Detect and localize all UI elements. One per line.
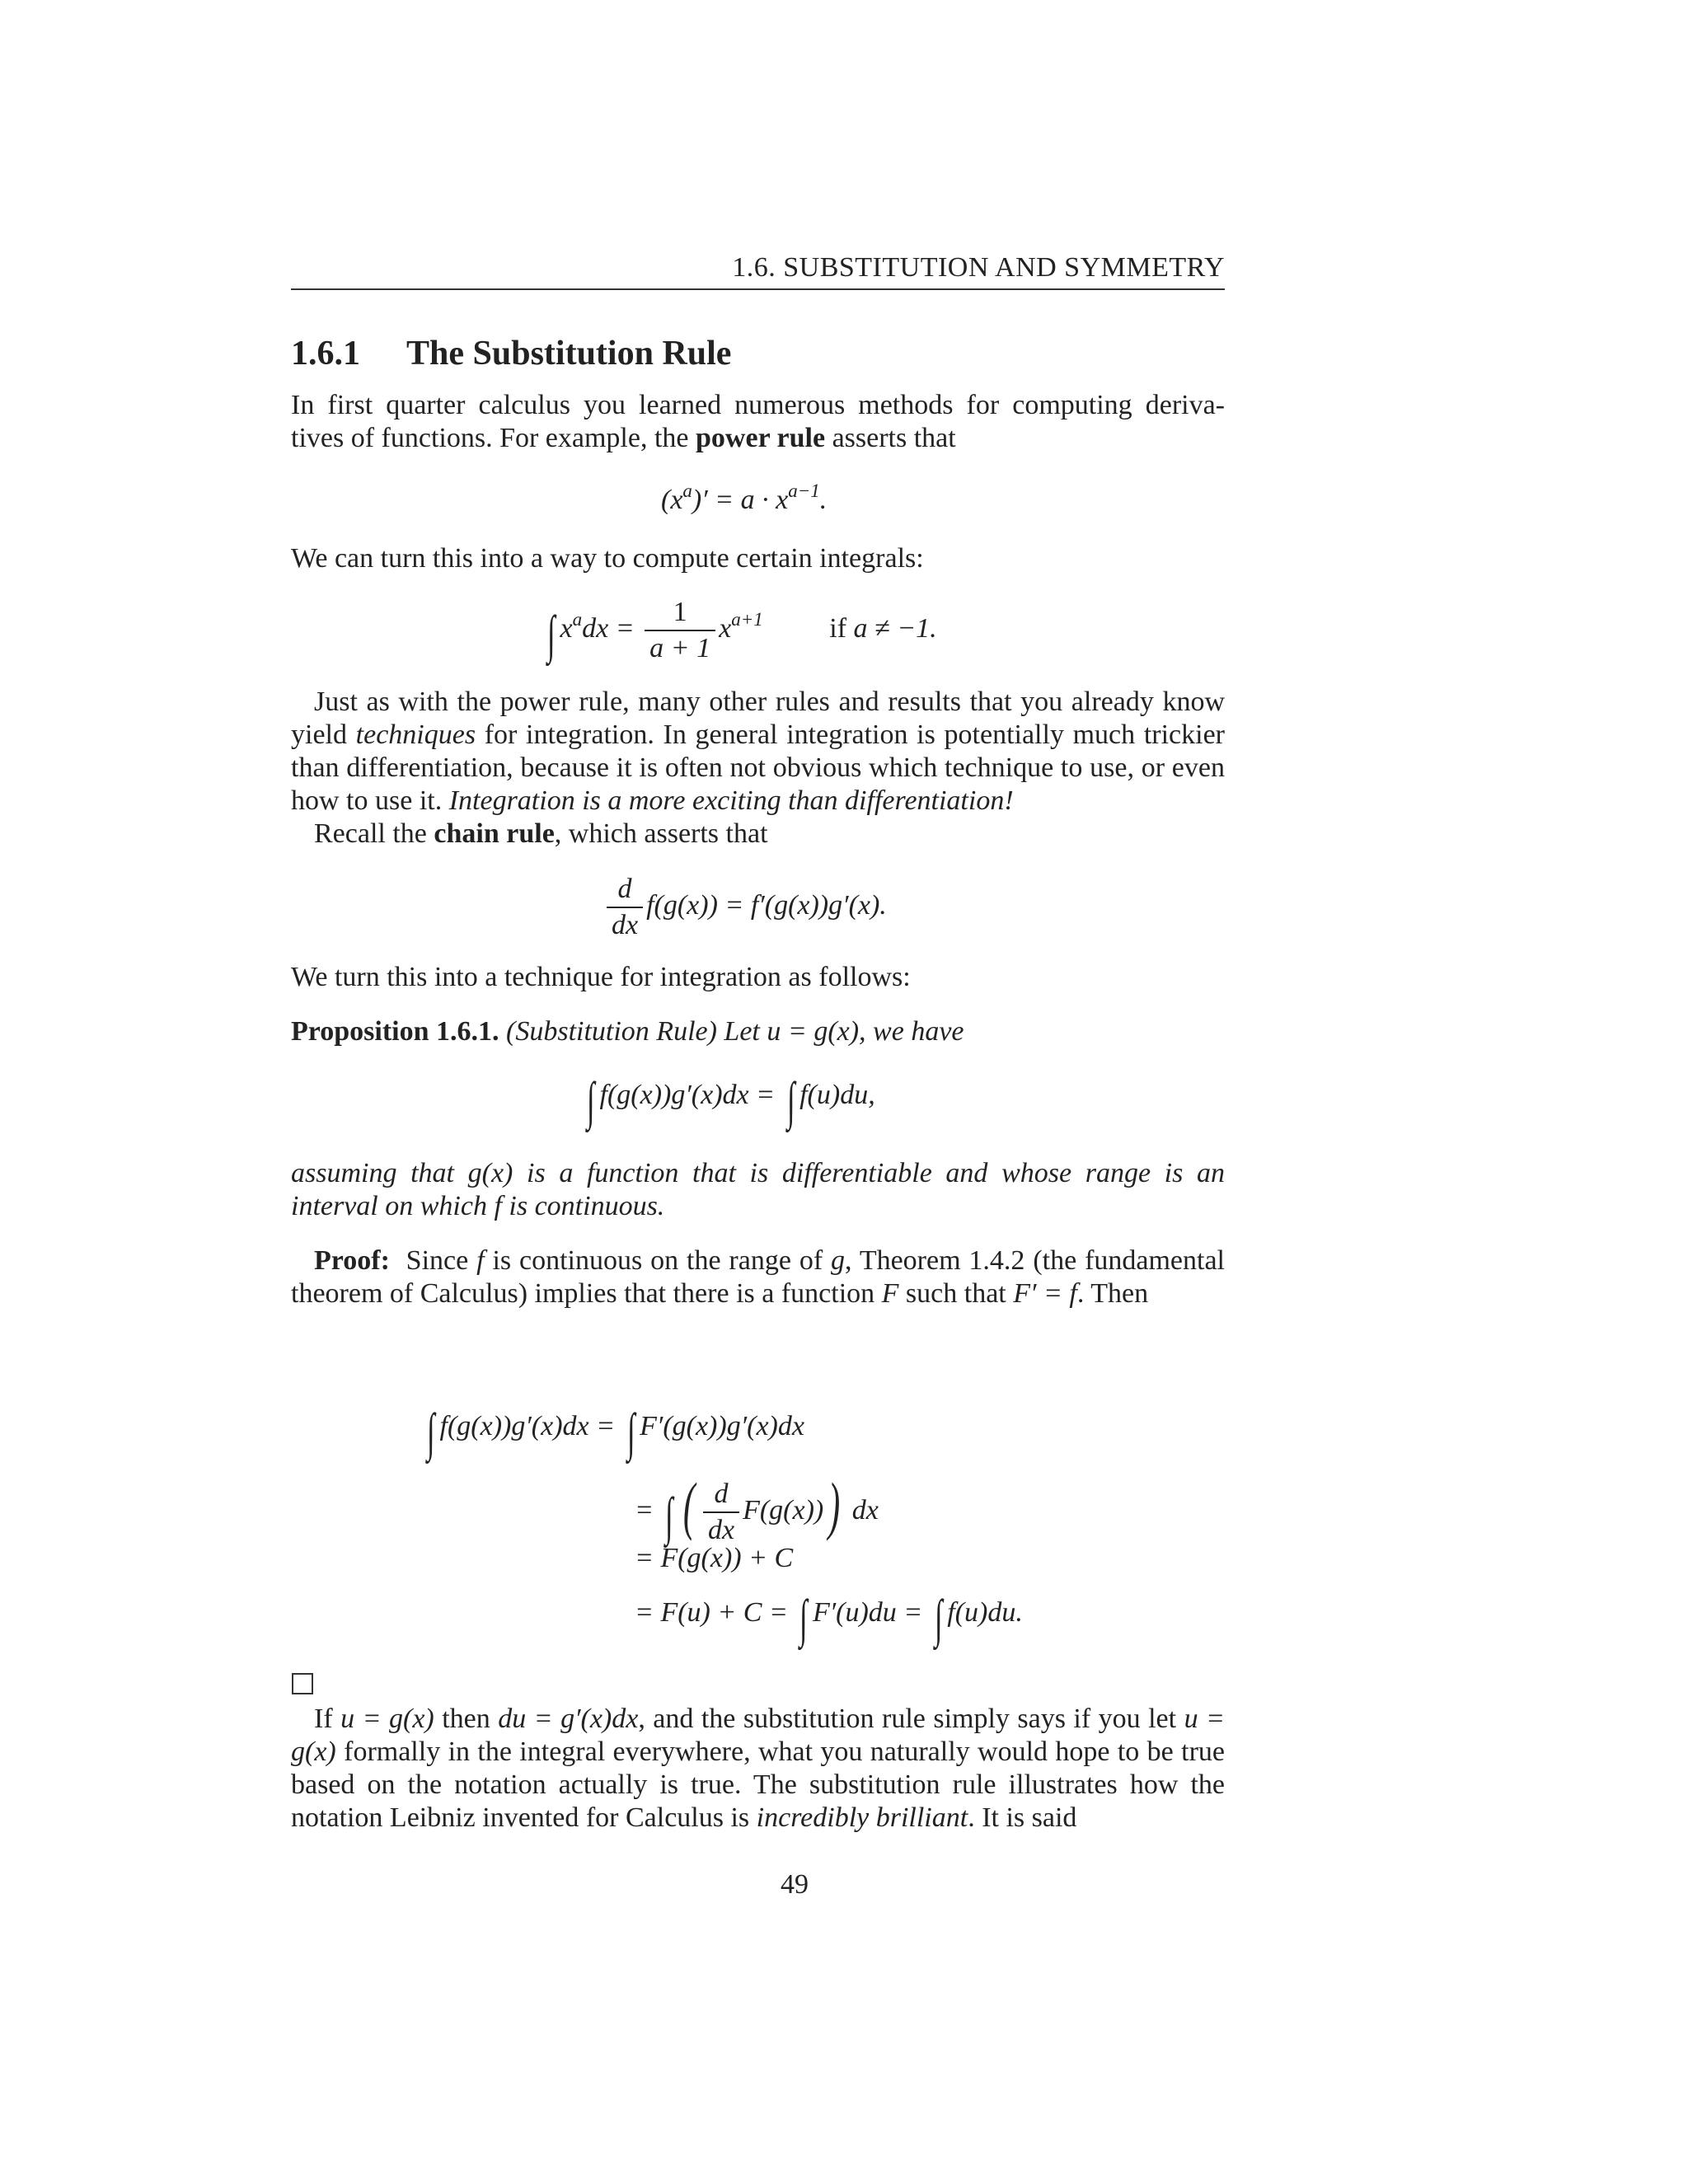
proof-row-3: = F(g(x)) + C (635, 1543, 794, 1573)
proof-paragraph: Proof: Since f is continuous on the range of g, Theorem 1.4.2 (the fundamental theorem of Calculus) implies that there is a function F such that F′ = f. Then (291, 1245, 1225, 1309)
equation-power-rule: $(x^a)' = a \cdot x^{a-1}$. (661, 480, 828, 515)
header-rule (291, 288, 1225, 290)
closing-paragraph: If u = g(x) then du = g′(x)dx, and the substitution rule simply says if you let u = g(x) formally in the integral everywhere, what you naturally would hope to be true based on the notation actually is true. The substitution rule illustrates how the notation Leibniz invented for Calculus is incredibly brilliant. It is said (291, 1704, 1225, 1833)
equation-substitution-rule: ∫ f(g(x))g′(x)dx = ∫ f(u)du, (586, 1071, 875, 1130)
fraction: $\frac{1}{a + 1}$ (645, 595, 715, 666)
qed-symbol (292, 1673, 313, 1694)
intro-text-end: asserts that (825, 423, 956, 453)
proposition-assumption: assuming that g(x) is a function that is differentiable and whose range is an interval on which f is continuous. (291, 1158, 1225, 1221)
section-number: 1.6.1 (291, 335, 360, 373)
equation-power-integral: ∫ $x^adx$ = $\frac{1}{a + 1}$ $x^{a+1}$ if a ≠ −1. (542, 595, 937, 666)
techniques-paragraph: Just as with the power rule, many other rules and results that you already know yield techniques for integration. In general integration is potentially much trickier than differentiation, because it is often not obvious which technique to use, or even how to use it. Integration is a more exciting than differentiation! (291, 687, 1225, 816)
technique-text: We turn this into a technique for integration as follows: (291, 962, 911, 992)
section-heading (291, 334, 731, 373)
page-number: 49 (781, 1869, 809, 1900)
running-header: 1.6. SUBSTITUTION AND SYMMETRY (732, 252, 1225, 283)
intro-paragraph (291, 389, 1225, 455)
proof-row-4: = F(u) + C = ∫ F′(u)du = ∫ f(u)du. (635, 1589, 1023, 1647)
proof-row-1: ∫ f(g(x))g′(x)dx = ∫ F′(g(x))g′(x)dx (426, 1403, 804, 1461)
turn-into-text: We can turn this into a way to compute certain integrals: (291, 543, 924, 574)
section-title: The Substitution Rule (406, 335, 732, 373)
equation-chain-rule: $\frac{d}{dx}$ f(g(x)) = f′(g(x))g′(x). (603, 872, 887, 943)
intro-text: tives of functions. For example, the (291, 423, 696, 453)
recall-paragraph: Recall the chain rule, which asserts that (314, 818, 768, 849)
intro-line-1: In first quarter calculus you learned numerous methods for computing deriva- (291, 390, 1225, 420)
chain-rule-term: chain rule (434, 818, 555, 849)
integral-sign: ∫ (546, 604, 556, 663)
proof-label: Proof: (314, 1245, 390, 1276)
proposition-statement: Proposition 1.6.1. (Substitution Rule) Let u = g(x), we have (291, 1016, 964, 1047)
proof-row-2: = ∫ ( $\frac{d}{dx}$ F(g(x))) dx (635, 1477, 879, 1548)
proposition-label: Proposition 1.6.1. (291, 1016, 499, 1047)
power-rule-term: power rule (696, 423, 826, 453)
